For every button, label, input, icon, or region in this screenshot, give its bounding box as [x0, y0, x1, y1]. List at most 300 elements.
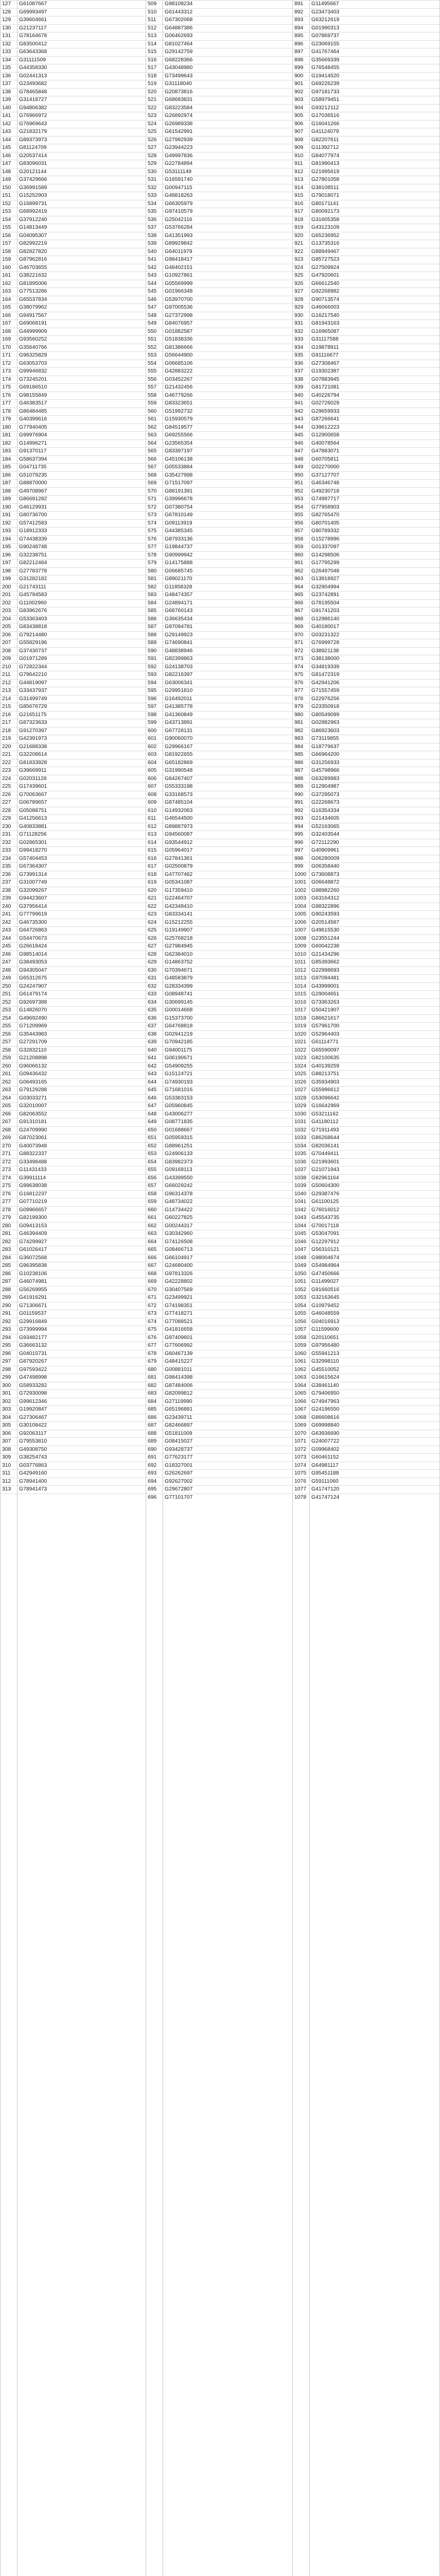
row-number: 239: [2, 895, 11, 901]
row-number: 271: [2, 1151, 11, 1157]
record-id: G31118040: [165, 81, 192, 87]
row-number: 999: [294, 863, 304, 869]
record-id: G43713891: [165, 720, 193, 725]
row-number: 178: [2, 408, 11, 414]
record-id: G47920601: [311, 273, 340, 278]
record-id: G35934903: [311, 1079, 340, 1085]
row-number: 939: [294, 384, 304, 390]
record-id: G39669911: [19, 768, 47, 773]
row-rule: [0, 383, 440, 384]
row-number: 141: [2, 113, 11, 118]
record-id: G15373700: [165, 1015, 193, 1021]
record-id: G82216397: [165, 672, 193, 677]
row-number: 1044: [294, 1223, 307, 1229]
row-number: 908: [294, 137, 304, 143]
row-number: 168: [2, 328, 11, 334]
row-rule: [0, 567, 440, 568]
record-id: G36635434: [165, 616, 193, 622]
row-number: 272: [2, 1159, 11, 1165]
record-id: G43123109: [311, 225, 340, 230]
record-id: G27306467: [19, 1414, 47, 1420]
row-number: 594: [148, 680, 157, 686]
record-id: G47883071: [311, 448, 340, 454]
record-id: G95451188: [311, 1470, 339, 1476]
record-id: G23069155: [311, 41, 340, 47]
row-number: 554: [148, 360, 157, 366]
record-id: G93560252: [19, 336, 47, 342]
row-number: 1046: [294, 1239, 307, 1245]
row-number: 1012: [294, 967, 307, 973]
row-number: 259: [2, 1055, 11, 1061]
record-id: G98322896: [311, 903, 340, 909]
row-number: 928: [294, 296, 304, 302]
row-rule: [0, 1038, 440, 1039]
row-number: 604: [148, 759, 157, 766]
record-id: G93212112: [311, 105, 339, 111]
record-id: G32832110: [19, 1047, 47, 1053]
row-number: 620: [148, 887, 157, 893]
record-id: G21688338: [19, 743, 47, 750]
row-number: 156: [2, 232, 11, 239]
row-number: 1050: [294, 1270, 307, 1277]
row-number: 681: [148, 1375, 157, 1380]
row-rule: [0, 926, 440, 927]
row-number: 1063: [294, 1375, 307, 1380]
row-number: 988: [294, 775, 304, 782]
record-id: G41351993: [165, 232, 193, 239]
record-id: G78941400: [19, 1478, 47, 1484]
row-number: 137: [2, 81, 11, 87]
row-number: 949: [294, 464, 304, 470]
row-number: 915: [294, 193, 304, 198]
record-id: G91270397: [19, 727, 47, 734]
record-id: G64726863: [19, 927, 47, 933]
row-number: 603: [148, 752, 157, 757]
record-id: G79406950: [311, 1391, 340, 1396]
row-number: 237: [2, 879, 11, 885]
row-number: 667: [148, 1263, 157, 1268]
record-id: G81386666: [165, 344, 193, 350]
record-id: G51838336: [165, 336, 193, 342]
record-id: G80701405: [311, 520, 340, 526]
record-id: G31499749: [19, 696, 47, 702]
record-id: G21743111: [19, 584, 46, 590]
record-id: G82063552: [19, 1111, 47, 1117]
row-number: 273: [2, 1167, 11, 1173]
record-id: G70063667: [19, 791, 47, 798]
row-number: 1067: [294, 1406, 307, 1412]
record-id: G67728131: [165, 727, 193, 734]
row-number: 612: [148, 823, 157, 829]
record-id: G90243593: [311, 911, 340, 917]
row-number: 185: [2, 464, 11, 470]
record-id: G35427998: [165, 472, 193, 478]
record-id: G25768218: [165, 935, 193, 941]
record-id: G18327001: [165, 1462, 193, 1468]
record-id: G83096031: [19, 161, 47, 166]
record-id: G41747124: [311, 1494, 340, 1500]
row-number: 275: [2, 1183, 11, 1189]
record-id: G29966167: [165, 743, 193, 750]
row-number: 938: [294, 376, 304, 382]
record-id: G41767464: [311, 49, 340, 55]
record-id: G40139259: [311, 1063, 340, 1069]
record-id: G05088751: [19, 807, 47, 814]
record-id: G38493053: [19, 959, 47, 965]
row-rule: [0, 1086, 440, 1087]
row-number: 207: [2, 640, 11, 646]
row-number: 308: [2, 1446, 11, 1452]
row-number: 130: [2, 25, 11, 31]
row-number: 672: [148, 1302, 157, 1309]
row-number: 990: [294, 791, 304, 798]
row-number: 981: [294, 720, 304, 725]
row-rule: [0, 1078, 440, 1079]
row-number: 614: [148, 839, 157, 845]
record-id: G37127707: [311, 472, 340, 478]
row-number: 255: [2, 1023, 11, 1029]
row-number: 623: [148, 911, 157, 917]
record-id: G06685745: [165, 568, 193, 574]
row-number: 927: [294, 289, 304, 294]
record-id: G91116677: [311, 352, 339, 358]
row-number: 302: [2, 1398, 11, 1404]
row-number: 228: [2, 807, 11, 814]
row-number: 269: [2, 1135, 11, 1141]
record-id: G96066132: [19, 1063, 47, 1069]
record-id: G84077974: [311, 152, 340, 159]
row-number: 688: [148, 1430, 157, 1436]
record-id: G02865301: [19, 839, 47, 845]
row-rule: [0, 1389, 440, 1390]
record-id: G20873816: [165, 89, 193, 95]
row-number: 235: [2, 863, 11, 869]
record-id: G87920267: [19, 1359, 47, 1364]
row-number: 187: [2, 480, 11, 486]
record-id: G94806382: [19, 105, 47, 111]
record-id: G89373973: [19, 137, 47, 143]
row-number: 249: [2, 975, 11, 981]
record-id: G68228366: [165, 57, 193, 63]
record-id: G94423607: [19, 895, 47, 901]
record-id: G02031128: [19, 775, 47, 782]
row-rule: [0, 0, 440, 1]
row-number: 563: [148, 432, 157, 438]
record-id: G40078564: [311, 440, 340, 446]
record-id: G27801058: [311, 177, 340, 182]
row-rule: [0, 511, 440, 512]
row-rule: [0, 303, 440, 304]
row-rule: [0, 399, 440, 400]
record-id: G32238751: [19, 552, 47, 558]
record-id: G57412583: [19, 520, 47, 526]
row-number: 263: [2, 1087, 11, 1093]
row-number: 177: [2, 400, 11, 406]
row-number: 1066: [294, 1398, 307, 1404]
row-number: 224: [2, 775, 11, 782]
row-number: 190: [2, 504, 11, 510]
row-number: 690: [148, 1446, 157, 1452]
record-id: G49308750: [19, 1446, 47, 1452]
record-id: G88322337: [19, 1151, 47, 1157]
record-id: G70017118: [311, 1223, 339, 1229]
row-number: 597: [148, 704, 157, 709]
row-number: 197: [2, 560, 11, 566]
record-id: G79214480: [19, 632, 47, 638]
record-id: G97410579: [165, 209, 193, 214]
row-number: 899: [294, 65, 304, 71]
record-id: G86621617: [311, 1015, 340, 1021]
row-number: 277: [2, 1199, 11, 1205]
row-number: 1022: [294, 1047, 307, 1053]
record-id: G82099812: [165, 1391, 193, 1396]
row-number: 608: [148, 791, 157, 798]
record-id: G47498998: [19, 1375, 47, 1380]
row-number: 543: [148, 273, 157, 278]
record-id: G14734422: [165, 1207, 193, 1213]
record-id: G98108234: [165, 1, 193, 7]
record-id: G31990548: [165, 768, 193, 773]
record-id: G97181733: [311, 89, 340, 95]
row-number: 633: [148, 991, 157, 997]
row-number: 590: [148, 648, 157, 654]
record-id: G16812237: [19, 1191, 47, 1197]
record-id: G86484485: [19, 408, 47, 414]
row-number: 243: [2, 927, 11, 933]
record-id: G21208898: [19, 1055, 47, 1061]
row-number: 1015: [294, 991, 307, 997]
row-number: 171: [2, 352, 11, 358]
row-number: 167: [2, 320, 11, 326]
row-number: 253: [2, 1007, 11, 1013]
record-id: G53096642: [311, 1095, 340, 1101]
row-rule: [0, 894, 440, 895]
row-rule: [0, 846, 440, 847]
row-number: 181: [2, 432, 11, 438]
row-number: 300: [2, 1382, 11, 1388]
record-id: G67364307: [19, 863, 47, 869]
row-number: 579: [148, 560, 157, 566]
record-id: G81027464: [165, 41, 193, 47]
row-number: 920: [294, 232, 304, 239]
record-id: G46735300: [19, 919, 47, 925]
record-id: G41916291: [19, 1295, 47, 1300]
record-id: G19920847: [19, 1406, 47, 1412]
row-number: 950: [294, 472, 304, 478]
row-number: 305: [2, 1422, 11, 1428]
row-number: 240: [2, 903, 11, 909]
row-number: 992: [294, 807, 304, 814]
row-number: 980: [294, 711, 304, 718]
record-id: G22976256: [311, 696, 340, 702]
record-id: G27372998: [165, 312, 193, 318]
row-number: 630: [148, 967, 157, 973]
row-number: 618: [148, 871, 157, 877]
row-number: 937: [294, 368, 304, 374]
record-id: G38138000: [311, 656, 340, 662]
record-id: G41385778: [165, 704, 193, 709]
record-id: G69226239: [311, 81, 340, 87]
record-id: G99638038: [19, 1183, 47, 1189]
row-number: 891: [294, 1, 304, 7]
row-number: 173: [2, 368, 11, 374]
row-number: 290: [2, 1302, 11, 1309]
row-number: 669: [148, 1279, 157, 1284]
record-id: G46066003: [311, 304, 340, 310]
row-rule: [0, 679, 440, 680]
record-id: G14826070: [19, 1007, 47, 1013]
record-id: G74690841: [165, 640, 193, 646]
row-rule: [0, 463, 440, 464]
row-number: 267: [2, 1119, 11, 1125]
row-number: 552: [148, 344, 157, 350]
row-number: 609: [148, 800, 157, 805]
record-id: G61479174: [19, 991, 47, 997]
row-number: 596: [148, 696, 157, 702]
record-id: G82100635: [311, 1055, 340, 1061]
record-id: G25042116: [165, 216, 192, 223]
record-id: G57404453: [19, 855, 47, 861]
record-id: G66305979: [165, 200, 193, 207]
record-id: G29142759: [165, 49, 193, 55]
record-id: G82036141: [311, 1143, 340, 1149]
record-id: G49708967: [19, 488, 47, 494]
record-id: G05341087: [165, 879, 193, 885]
record-id: G41180112: [311, 1119, 339, 1125]
record-id: G21434296: [311, 951, 340, 957]
row-number: 544: [148, 280, 157, 286]
row-number: 192: [2, 520, 11, 526]
record-id: G77623177: [165, 1454, 193, 1460]
row-number: 1008: [294, 935, 307, 941]
record-id: G24138703: [165, 664, 193, 670]
row-number: 585: [148, 608, 157, 614]
row-number: 1007: [294, 927, 307, 933]
record-id: G23350918: [311, 704, 340, 709]
row-number: 626: [148, 935, 157, 941]
record-id: G12986140: [311, 616, 340, 622]
record-id: G47450666: [311, 1270, 340, 1277]
row-number: 894: [294, 25, 304, 31]
record-id: G42228802: [165, 1279, 193, 1284]
row-number: 657: [148, 1183, 157, 1189]
row-number: 564: [148, 440, 157, 446]
row-number: 934: [294, 344, 304, 350]
record-id: G87323633: [19, 720, 47, 725]
row-number: 636: [148, 1015, 157, 1021]
record-id: G71517097: [165, 480, 193, 486]
row-number: 222: [2, 759, 11, 766]
row-number: 658: [148, 1191, 157, 1197]
record-id: G89929842: [165, 241, 193, 246]
record-id: G41256613: [19, 816, 47, 821]
row-rule: [0, 471, 440, 472]
row-number: 985: [294, 752, 304, 757]
record-id: G94001175: [165, 1047, 192, 1053]
row-number: 1051: [294, 1279, 307, 1284]
record-id: G40833881: [19, 823, 47, 829]
record-id: G27509924: [311, 264, 340, 270]
record-id: G78164678: [19, 33, 47, 39]
record-id: G18912333: [19, 528, 47, 534]
row-number: 638: [148, 1031, 157, 1037]
row-rule: [0, 120, 440, 121]
record-id: G16965087: [311, 328, 340, 334]
record-id: G04095307: [19, 232, 47, 239]
record-id: G81895006: [19, 280, 47, 286]
row-number: 572: [148, 504, 157, 510]
record-id: G22784894: [165, 161, 193, 166]
row-number: 565: [148, 448, 157, 454]
record-id: G96314378: [165, 1191, 193, 1197]
record-id: G69998840: [311, 1422, 340, 1428]
row-number: 977: [294, 688, 304, 693]
row-number: 191: [2, 512, 11, 518]
row-number: 1001: [294, 879, 307, 885]
row-number: 901: [294, 81, 304, 87]
row-number: 984: [294, 743, 304, 750]
record-id: G74947963: [311, 1398, 340, 1404]
row-number: 530: [148, 168, 157, 175]
row-number: 651: [148, 1135, 157, 1141]
record-id: G64981117: [311, 1462, 339, 1468]
record-id: G11495667: [311, 1, 339, 7]
record-id: G90789332: [311, 528, 340, 534]
record-id: G39911114: [19, 1175, 46, 1181]
row-rule: [0, 1453, 440, 1454]
row-number: 286: [2, 1270, 11, 1277]
record-id: G77513286: [19, 289, 47, 294]
record-id: G49230718: [311, 488, 340, 494]
row-number: 231: [2, 832, 11, 837]
record-id: G73499643: [165, 73, 193, 79]
row-number: 647: [148, 1103, 157, 1109]
row-number: 966: [294, 600, 304, 606]
row-number: 923: [294, 257, 304, 262]
row-number: 248: [2, 967, 11, 973]
row-number: 172: [2, 360, 11, 366]
row-number: 944: [294, 424, 304, 430]
record-id: G58933282: [19, 1382, 47, 1388]
row-number: 304: [2, 1414, 11, 1420]
record-id: G82961164: [311, 1175, 339, 1181]
row-rule: [0, 1006, 440, 1007]
row-number: 661: [148, 1215, 157, 1221]
row-number: 144: [2, 137, 11, 143]
row-number: 236: [2, 871, 11, 877]
row-rule: [0, 1485, 440, 1486]
record-id: G26618424: [19, 943, 47, 949]
record-id: G08466713: [165, 1247, 193, 1252]
row-number: 1027: [294, 1087, 307, 1093]
row-number: 527: [148, 145, 157, 150]
record-id: G80171141: [311, 200, 339, 207]
record-id: G69186510: [19, 384, 47, 390]
row-number: 539: [148, 241, 157, 246]
record-id: G79642210: [19, 672, 47, 677]
record-id: G51992732: [165, 408, 193, 414]
record-id: G63006341: [165, 680, 193, 686]
row-number: 208: [2, 648, 11, 654]
row-number: 509: [148, 1, 157, 7]
record-id: G27119990: [165, 1398, 192, 1404]
record-id: G87933136: [165, 536, 193, 542]
row-number: 145: [2, 145, 11, 150]
row-number: 549: [148, 320, 157, 326]
row-number: 545: [148, 289, 157, 294]
record-id: G43399550: [165, 1175, 193, 1181]
record-id: G82207611: [311, 137, 339, 143]
